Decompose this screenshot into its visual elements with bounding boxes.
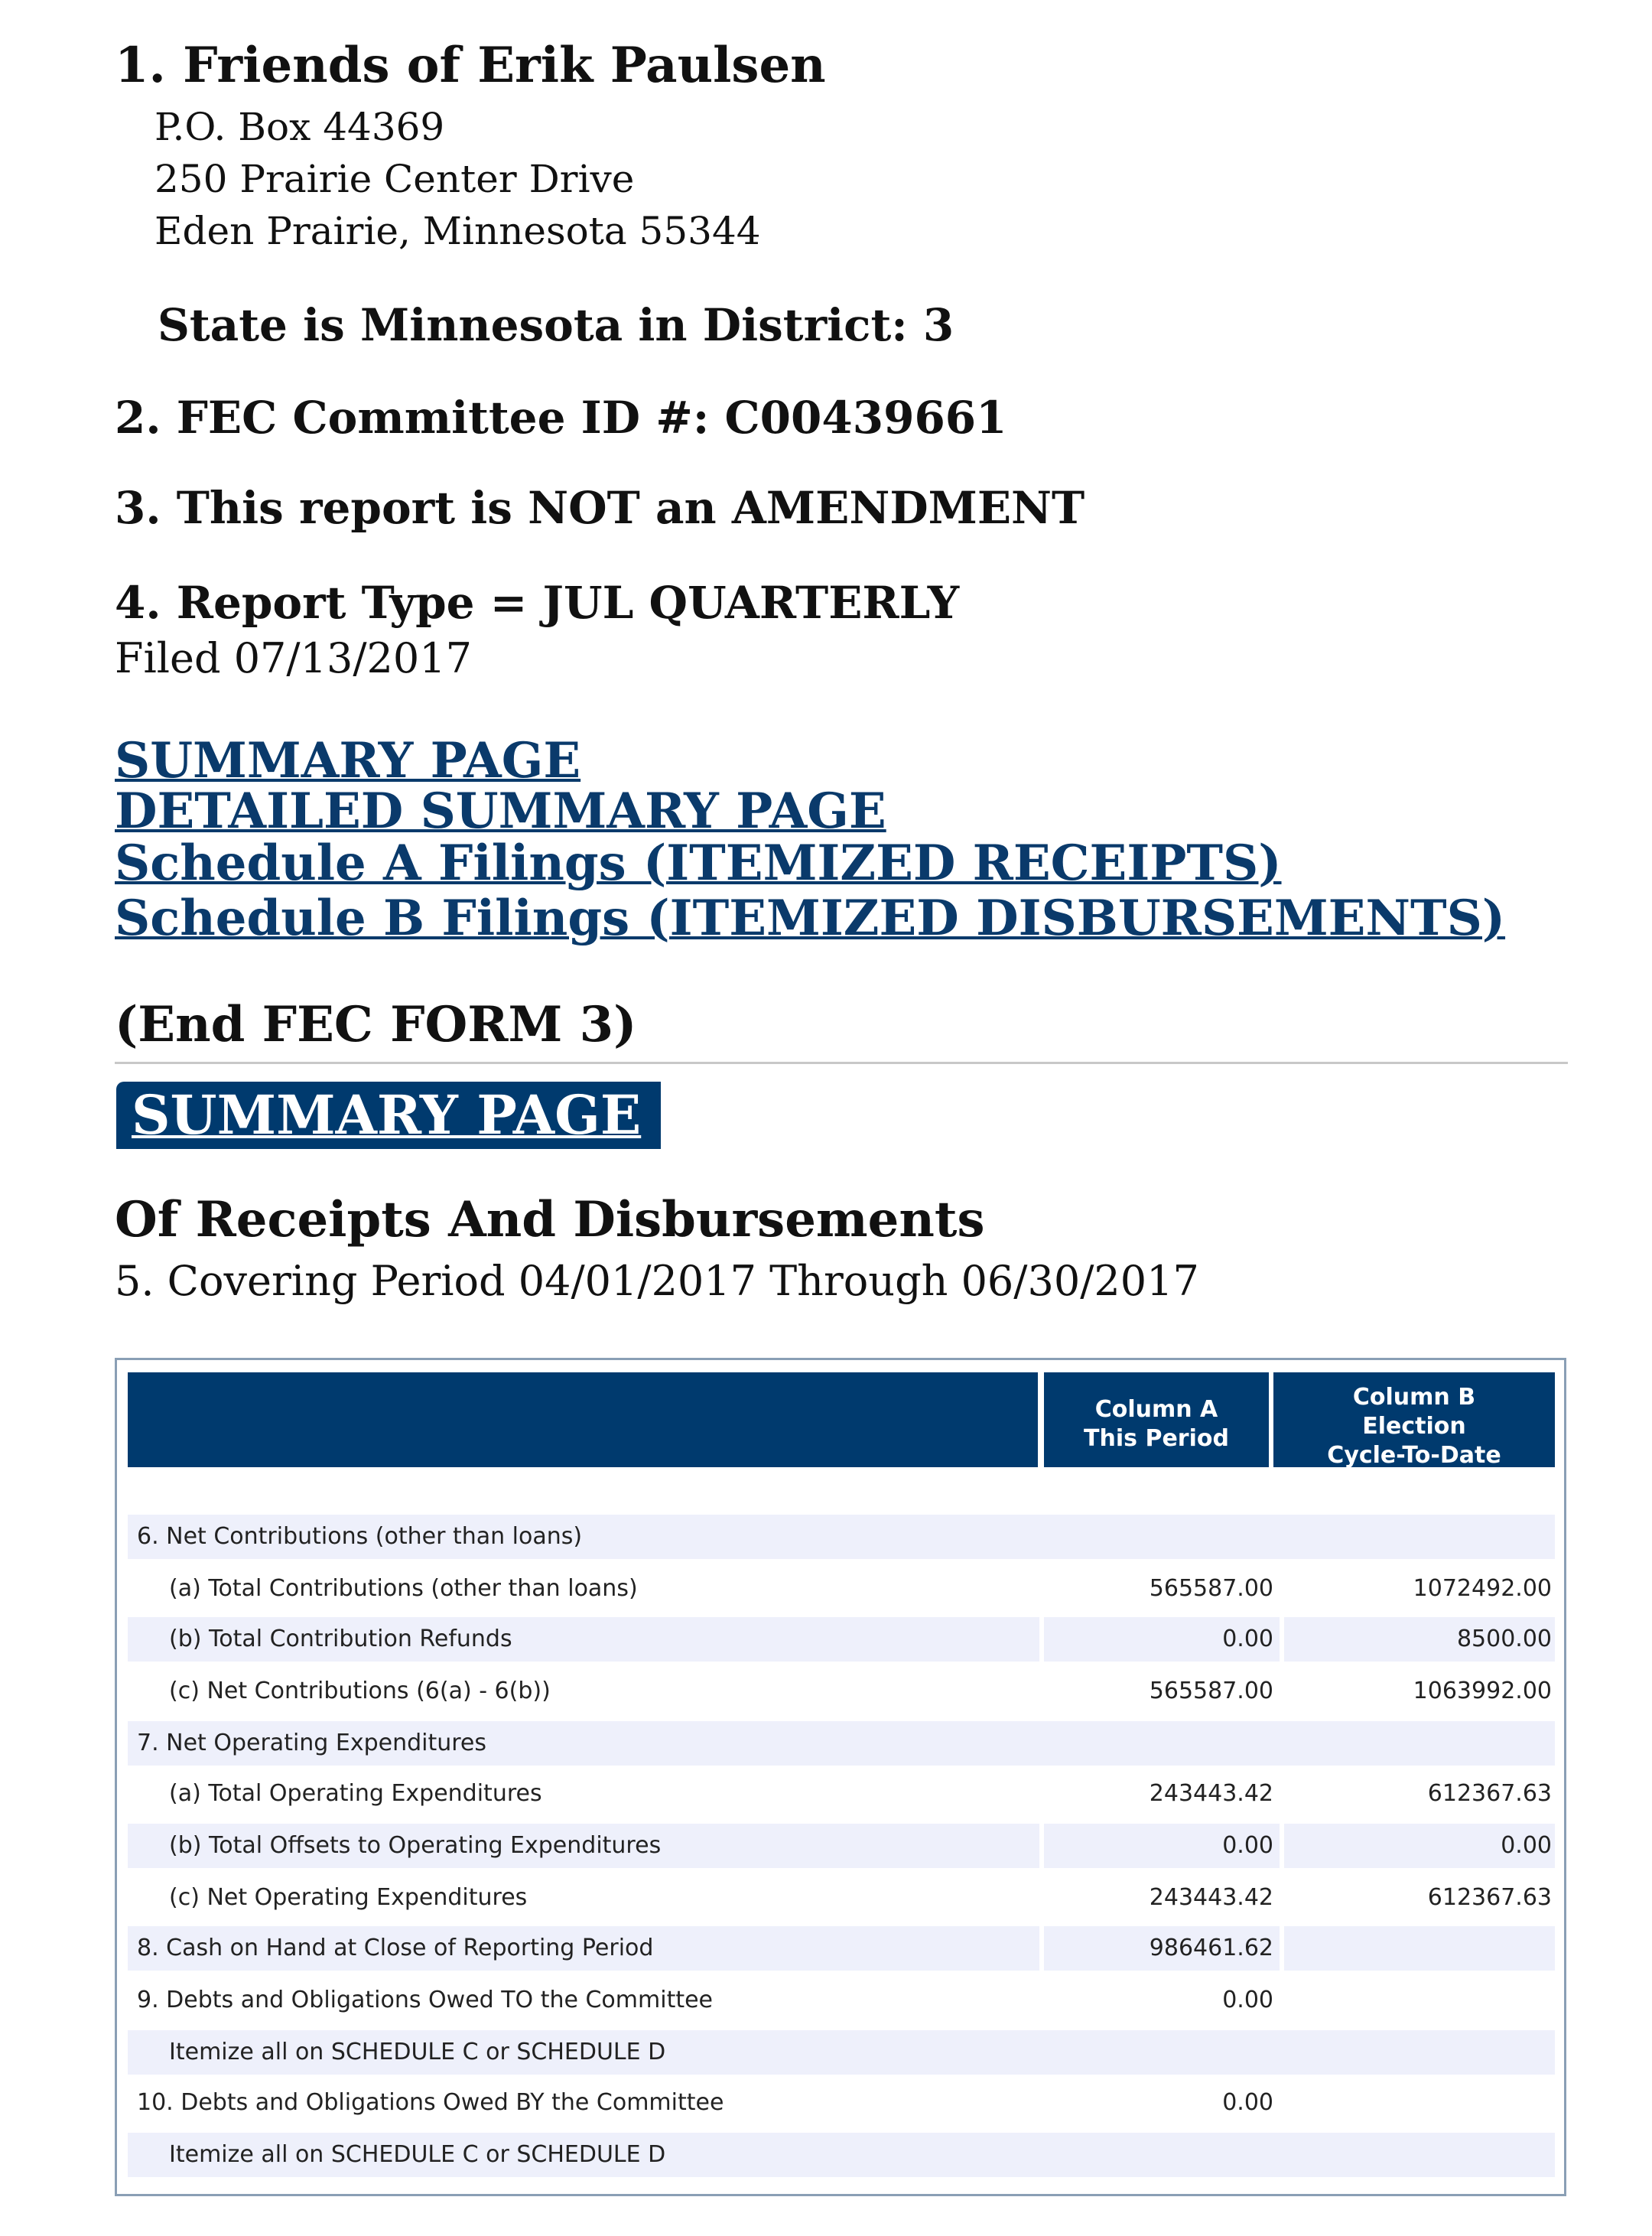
detailed-summary-page-link[interactable]: DETAILED SUMMARY PAGE xyxy=(115,783,886,840)
table-row xyxy=(128,1824,1555,1868)
table-header-column-a xyxy=(1044,1372,1269,1467)
table-row xyxy=(128,1515,1555,1559)
column-a-value: 0.00 xyxy=(1222,1987,1273,2013)
column-b-value: 1072492.00 xyxy=(1413,1575,1552,1602)
column-a-value: 986461.62 xyxy=(1044,1926,1280,1971)
column-a-value: 0.00 xyxy=(1222,2089,1273,2116)
divider xyxy=(115,1062,1568,1064)
summary-table xyxy=(115,1358,1566,2196)
column-a-value: 243443.42 xyxy=(1149,1884,1273,1911)
summary-page-banner xyxy=(116,1082,661,1149)
row-label: Itemize all on SCHEDULE C or SCHEDULE D xyxy=(128,2030,1555,2075)
table-row xyxy=(128,1772,1555,1816)
column-a-value: 0.00 xyxy=(1044,1824,1280,1868)
committee-name-heading: 1. Friends of Erik Paulsen xyxy=(115,37,826,94)
row-label: 10. Debts and Obligations Owed BY the Committee xyxy=(137,2089,724,2116)
table-row xyxy=(128,1567,1555,1611)
table-row xyxy=(128,1721,1555,1766)
column-b-value xyxy=(1284,1926,1555,1971)
covering-period: 5. Covering Period 04/01/2017 Through 06/30/2017 xyxy=(115,1257,1199,1305)
row-label: 6. Net Contributions (other than loans) xyxy=(128,1515,1555,1559)
column-b-value: 612367.63 xyxy=(1427,1780,1552,1807)
end-form-heading: (End FEC FORM 3) xyxy=(115,996,637,1053)
column-a-value: 0.00 xyxy=(1044,1617,1280,1662)
column-b-value: 8500.00 xyxy=(1284,1617,1555,1662)
column-b-label: Column B Election Cycle-To-Date xyxy=(1327,1384,1501,1469)
summary-page-anchor[interactable]: SUMMARY PAGE xyxy=(132,1083,642,1147)
column-b-value: 612367.63 xyxy=(1427,1884,1552,1911)
column-b-value xyxy=(1284,1978,1555,2023)
address-line-3: Eden Prairie, Minnesota 55344 xyxy=(154,209,761,253)
row-label: (c) Net Operating Expenditures xyxy=(169,1884,528,1911)
table-header-label-cell xyxy=(128,1372,1038,1467)
column-a-value: 565587.00 xyxy=(1149,1575,1273,1602)
row-label: (c) Net Contributions (6(a) - 6(b)) xyxy=(169,1678,551,1704)
filed-date: Filed 07/13/2017 xyxy=(115,634,472,682)
row-label: (a) Total Contributions (other than loans) xyxy=(169,1575,638,1602)
table-row xyxy=(128,1876,1555,1920)
fec-committee-id: 2. FEC Committee ID #: C00439661 xyxy=(115,392,1007,444)
table-row xyxy=(128,2030,1555,2075)
table-header-column-b xyxy=(1273,1372,1555,1467)
table-row xyxy=(128,1926,1555,1971)
amendment-status: 3. This report is NOT an AMENDMENT xyxy=(115,482,1085,534)
state-district: State is Minnesota in District: 3 xyxy=(158,299,954,351)
row-label: 7. Net Operating Expenditures xyxy=(128,1721,1555,1766)
summary-page-link[interactable]: SUMMARY PAGE xyxy=(115,732,581,789)
schedule-b-link[interactable]: Schedule B Filings (ITEMIZED DISBURSEMENTS) xyxy=(115,890,1506,947)
address-line-1: P.O. Box 44369 xyxy=(154,105,445,149)
table-row xyxy=(128,1978,1555,2023)
column-b-value: 0.00 xyxy=(1284,1824,1555,1868)
column-a-label: Column A This Period xyxy=(1084,1396,1229,1452)
table-row xyxy=(128,1669,1555,1714)
table-row xyxy=(128,1617,1555,1662)
row-label: (b) Total Contribution Refunds xyxy=(128,1617,1039,1662)
schedule-a-link[interactable]: Schedule A Filings (ITEMIZED RECEIPTS) xyxy=(115,835,1282,892)
report-links xyxy=(115,734,1505,945)
table-row xyxy=(128,2081,1555,2125)
column-a-value: 565587.00 xyxy=(1149,1678,1273,1704)
table-row xyxy=(128,2133,1555,2177)
address-line-2: 250 Prairie Center Drive xyxy=(154,157,635,201)
row-label: Itemize all on SCHEDULE C or SCHEDULE D xyxy=(128,2133,1555,2177)
receipts-heading: Of Receipts And Disbursements xyxy=(115,1191,985,1248)
column-b-value: 1063992.00 xyxy=(1413,1678,1552,1704)
row-label: 8. Cash on Hand at Close of Reporting Period xyxy=(128,1926,1039,1971)
column-a-value: 243443.42 xyxy=(1149,1780,1273,1807)
report-type: 4. Report Type = JUL QUARTERLY xyxy=(115,577,960,629)
row-label: 9. Debts and Obligations Owed TO the Committee xyxy=(137,1987,714,2013)
row-label: (a) Total Operating Expenditures xyxy=(169,1780,542,1807)
row-label: (b) Total Offsets to Operating Expenditures xyxy=(128,1824,1039,1868)
column-b-value xyxy=(1284,2081,1555,2125)
